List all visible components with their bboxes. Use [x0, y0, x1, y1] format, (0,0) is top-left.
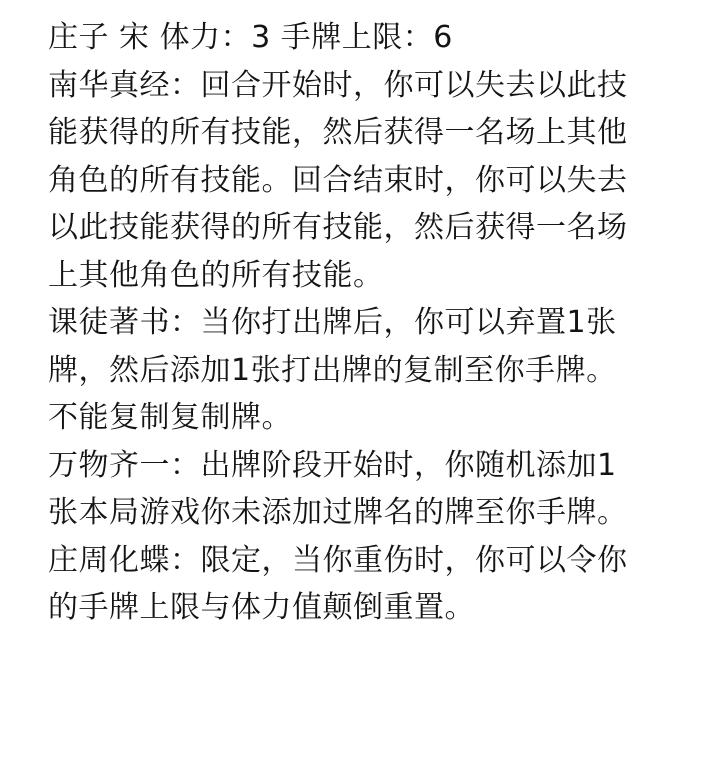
skill-ketu-line-2: 牌，然后添加1张打出牌的复制至你手牌。	[48, 352, 617, 388]
skill-wanwu-line-1: 万物齐一：出牌阶段开始时，你随机添加1	[48, 447, 617, 483]
skill-ketu-line-3: 不能复制复制牌。	[48, 400, 292, 435]
skill-wanwu-line-2: 张本局游戏你未添加过牌名的牌至你手牌。	[48, 495, 628, 530]
skill-zhuangzhou-line-2: 的手牌上限与体力值颠倒重置。	[48, 590, 475, 625]
skill-nanhua-line-2: 能获得的所有技能，然后获得一名场上其他	[48, 115, 628, 150]
skill-ketu-line-1: 课徒著书：当你打出牌后，你可以弃置1张	[48, 305, 617, 340]
skill-nanhua-line-4: 以此技能获得的所有技能，然后获得一名场	[48, 210, 628, 245]
skill-nanhua-line-5: 上其他角色的所有技能。	[48, 257, 384, 293]
header-line: 庄子 宋 体力：3 手牌上限：6	[48, 20, 453, 55]
skill-nanhua-line-3: 角色的所有技能。回合结束时，你可以失去	[48, 162, 628, 198]
skill-zhuangzhou-line-1: 庄周化蝶：限定，当你重伤时，你可以令你	[48, 542, 628, 578]
skill-nanhua-line-1: 南华真经：回合开始时，你可以失去以此技	[48, 67, 628, 103]
